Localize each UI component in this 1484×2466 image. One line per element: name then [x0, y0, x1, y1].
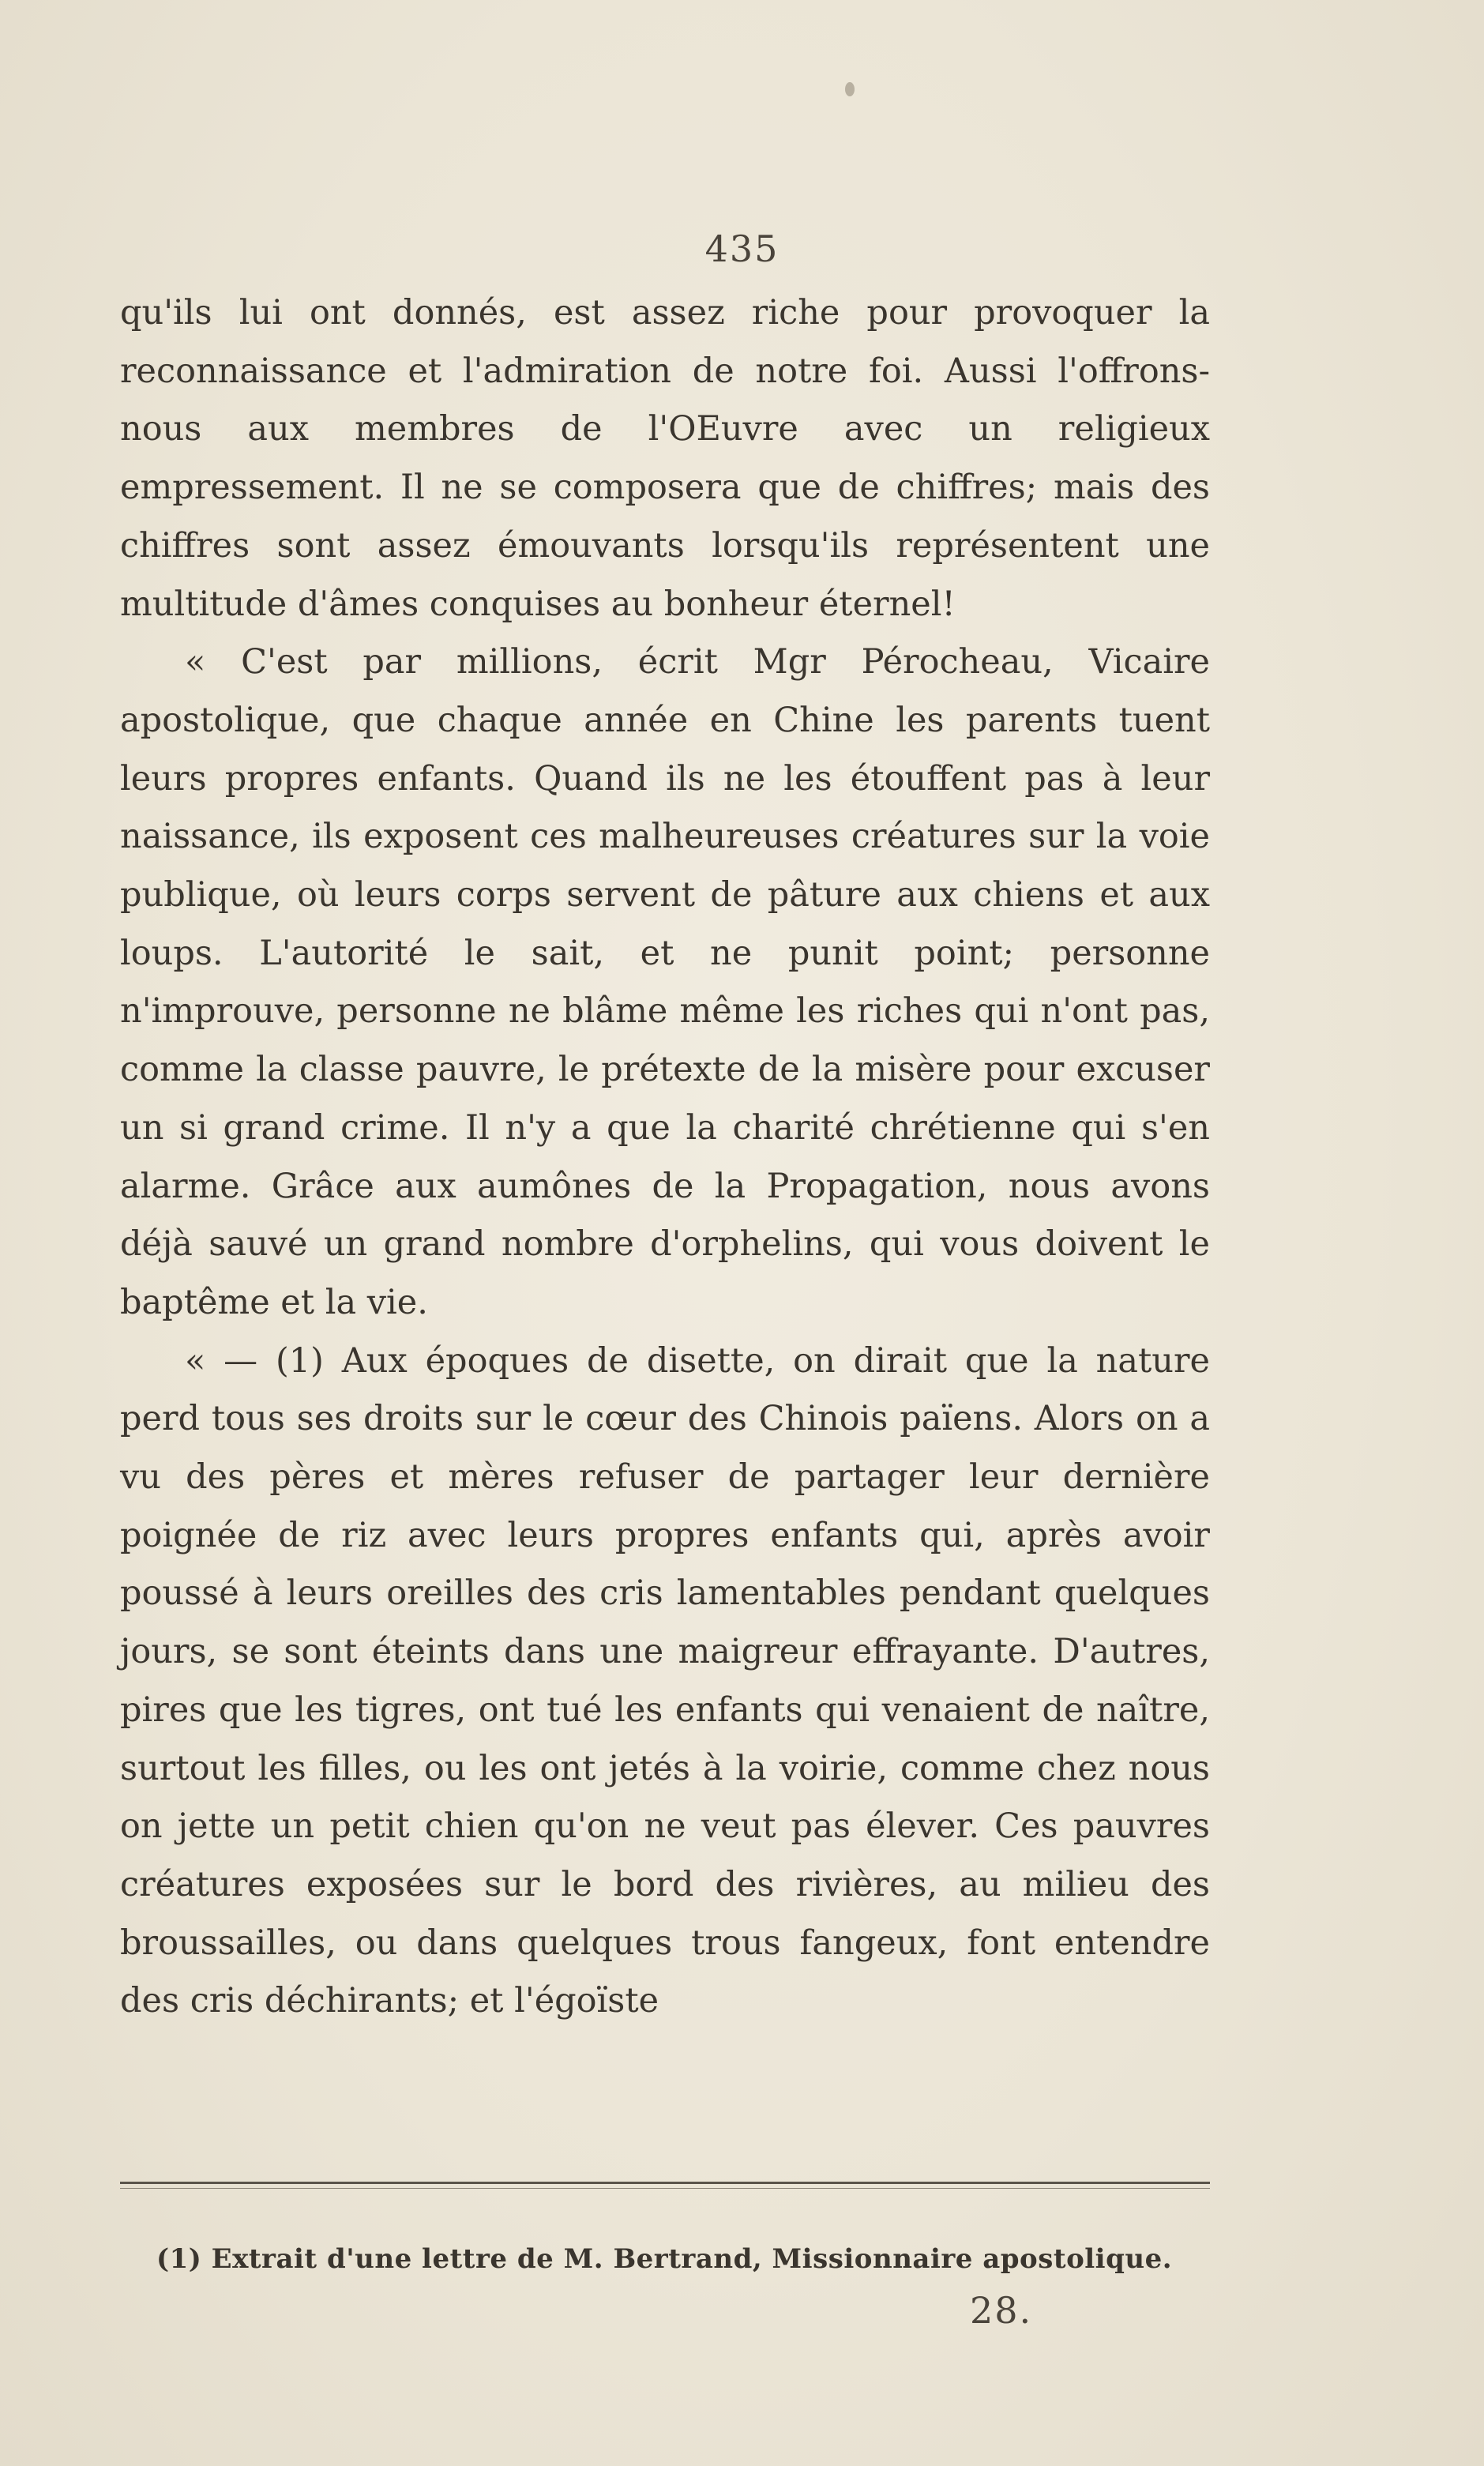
paper-speck	[845, 82, 855, 96]
footnote: (1) Extrait d'une lettre de M. Bertrand, Missionnaire apostolique.	[156, 2243, 1173, 2275]
signature-mark: 28.	[970, 2289, 1033, 2332]
footnote-rule-thin	[120, 2188, 1210, 2189]
paragraph-2: « C'est par millions, écrit Mgr Pérocheau, Vicaire apostolique, que chaque année en Chine les parents tuent leurs propres enfants. Quand ils ne les étouffent pas à leur naissance, ils exposent ces malheureuses créatures sur la voie publique, où leurs corps servent de pâture aux chiens et aux loups. L'autorité le sait, et ne punit point; personne n'improuve, personne ne blâme même les riches qui n'ont pas, comme la classe pauvre, le prétexte de la misère pour excuser un si grand crime. Il n'y a que la charité chrétienne qui s'en alarme. Grâce aux aumônes de la Propagation, nous avons déjà sauvé un grand nombre d'orphelins, qui vous doivent le baptême et la vie.	[120, 642, 1210, 1322]
footnote-rule	[120, 2182, 1210, 2184]
body-text	[120, 284, 1210, 2031]
paragraph-1: qu'ils lui ont donnés, est assez riche pour provoquer la reconnaissance et l'admiration de notre foi. Aussi l'offrons-nous aux membres de l'OEuvre avec un religieux empressement. Il ne se composera que de chiffres; mais des chiffres sont assez émouvants lorsqu'ils représentent une multitude d'âmes conquises au bonheur éternel!	[120, 293, 1210, 624]
paragraph-3: « — (1) Aux époques de disette, on dirait que la nature perd tous ses droits sur le cœur des Chinois païens. Alors on a vu des pères et mères refuser de partager leur dernière poignée de riz avec leurs propres enfants qui, après avoir poussé à leurs oreilles des cris lamentables pendant quelques jours, se sont éteints dans une maigreur effrayante. D'autres, pires que les tigres, ont tué les enfants qui venaient de naître, surtout les filles, ou les ont jetés à la voirie, comme chez nous on jette un petit chien qu'on ne veut pas élever. Ces pauvres créatures exposées sur le bord des rivières, au milieu des broussailles, ou dans quelques trous fangeux, font entendre des cris déchirants; et l'égoïste	[120, 1340, 1210, 2021]
page-number: 435	[704, 227, 780, 270]
